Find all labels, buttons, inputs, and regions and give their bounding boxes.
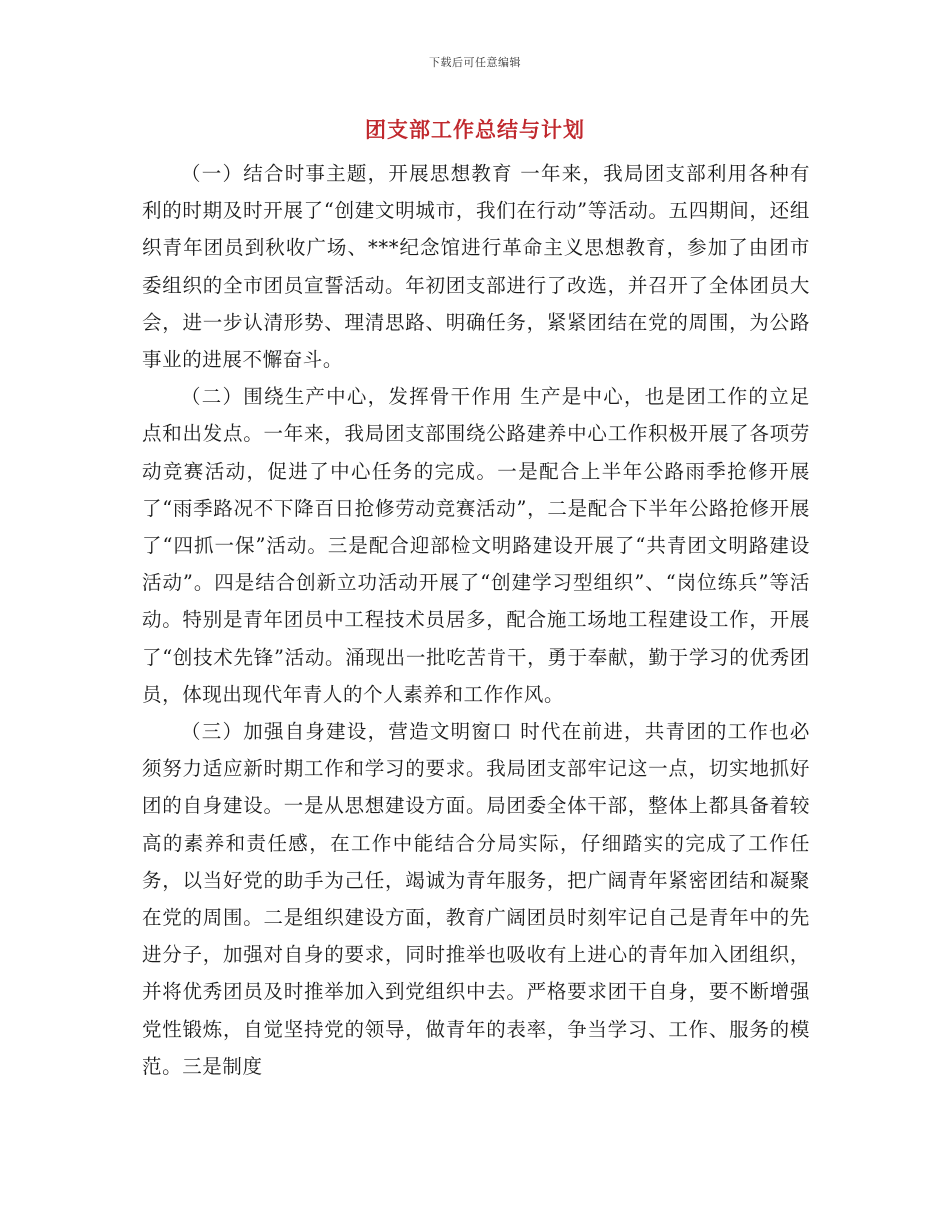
paragraph-1: （一）结合时事主题，开展思想教育 一年来，我局团支部利用各种有利的时期及时开展了“创建文明城市，我们在行动”等活动。五四期间，还组织青年团员到秋收广场、***纪念馆进行革命主义思想教育，参加了由团市委组织的全市团员宣誓活动。年初团支部进行了改选，并召开了全体团员大会，进一步认清形势、理清思路、明确任务，紧紧团结在党的周围，为公路事业的进展不懈奋斗。: [142, 162, 810, 372]
page-header-note: 下载后可任意编辑: [429, 56, 521, 69]
document-body: [142, 155, 810, 1085]
document-title: 团支部工作总结与计划: [365, 117, 585, 142]
paragraph-3: （三）加强自身建设，营造文明窗口 时代在前进，共青团的工作也必须努力适应新时期工作和学习的要求。我局团支部牢记这一点，切实地抓好团的自身建设。一是从思想建设方面。局团委全体干部，整体上都具备着较高的素养和责任感，在工作中能结合分局实际，仔细踏实的完成了工作任务，以当好党的助手为己任，竭诚为青年服务，把广阔青年紧密团结和凝聚在党的周围。二是组织建设方面，教育广阔团员时刻牢记自己是青年中的先进分子，加强对自身的要求，同时推举也吸收有上进心的青年加入团组织，并将优秀团员及时推举加入到党组织中去。严格要求团干自身，要不断增强党性锻炼，自觉坚持党的领导，做青年的表率，争当学习、工作、服务的模范。三是制度: [142, 720, 810, 1078]
paragraph-2: （二）围绕生产中心，发挥骨干作用 生产是中心，也是团工作的立足点和出发点。一年来，我局团支部围绕公路建养中心工作积极开展了各项劳动竞赛活动，促进了中心任务的完成。一是配合上半年公路雨季抢修开展了“雨季路况不下降百日抢修劳动竞赛活动”，二是配合下半年公路抢修开展了“四抓一保”活动。三是配合迎部检文明路建设开展了“共青团文明路建设活动”。四是结合创新立功活动开展了“创建学习型组织”、“岗位练兵”等活动。特别是青年团员中工程技术员居多，配合施工场地工程建设工作，开展了“创技术先锋”活动。涌现出一批吃苦肯干，勇于奉献，勤于学习的优秀团员，体现出现代年青人的个人素养和工作作风。: [142, 385, 810, 706]
